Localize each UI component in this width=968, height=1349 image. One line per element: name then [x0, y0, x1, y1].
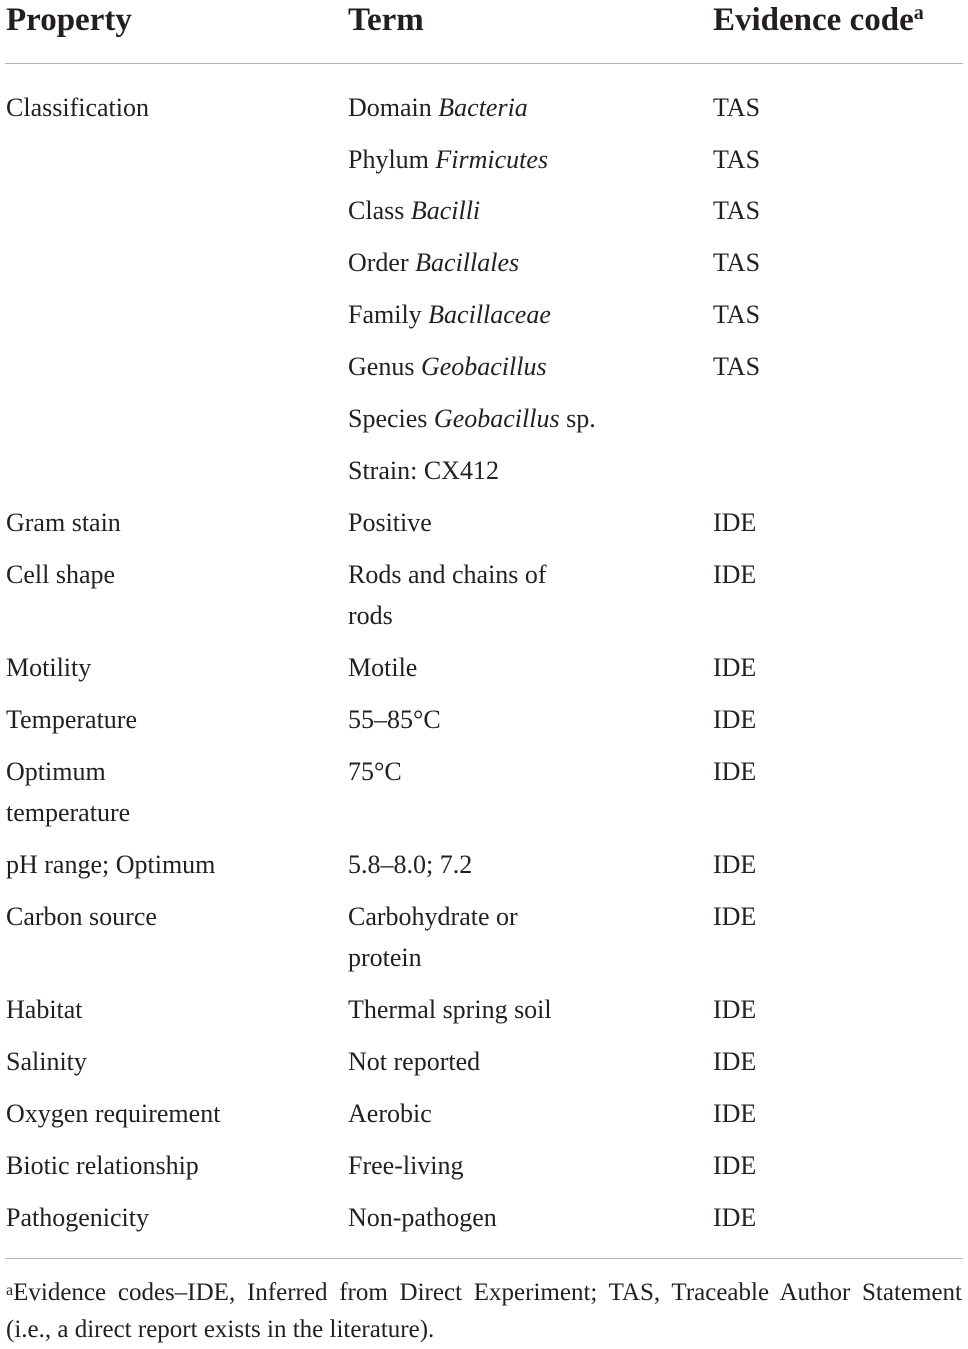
term-italic: Bacteria — [438, 93, 528, 122]
row-evidence-code: TAS — [713, 196, 761, 225]
row-term: Carbohydrate or protein — [348, 902, 518, 972]
row-property: Oxygen requirement — [6, 1099, 221, 1128]
row-property: Optimum temperature — [6, 757, 131, 827]
row-evidence-code: TAS — [713, 93, 761, 122]
row-property: Cell shape — [6, 560, 116, 589]
row-property: Biotic relationship — [6, 1151, 199, 1180]
row-evidence-code: IDE — [713, 508, 757, 537]
table-footnote — [6, 1274, 962, 1348]
row-term: Not reported — [348, 1047, 481, 1076]
row-term — [348, 242, 588, 283]
term-prefix: Phylum — [348, 145, 436, 174]
row-property: Pathogenicity — [6, 1203, 149, 1232]
row-term: Thermal spring soil — [348, 995, 552, 1024]
row-property: Classification — [6, 93, 149, 122]
row-evidence-code: IDE — [713, 560, 757, 589]
term-italic: Geobacillus — [420, 352, 547, 381]
row-term — [348, 450, 588, 491]
row-term — [348, 346, 588, 387]
term-italic: Firmicutes — [435, 145, 549, 174]
row-term: Positive — [348, 508, 432, 537]
term-italic: Bacilli — [410, 196, 481, 225]
row-property: Gram stain — [6, 508, 121, 537]
header-evidence-footnote-marker: a — [913, 2, 924, 24]
row-evidence-code: IDE — [713, 705, 757, 734]
header-evidence-label: Evidence code — [713, 2, 914, 38]
row-evidence-code: IDE — [713, 1151, 757, 1180]
row-property: Motility — [6, 653, 92, 682]
row-evidence-code: IDE — [713, 653, 757, 682]
row-evidence-code: TAS — [713, 300, 761, 329]
term-prefix: Genus — [348, 352, 421, 381]
row-evidence-code: IDE — [713, 1047, 757, 1076]
row-term: Non-pathogen — [348, 1203, 497, 1232]
term-prefix: Domain — [348, 93, 439, 122]
row-evidence-code: IDE — [713, 757, 757, 786]
row-property: pH range; Optimum — [6, 850, 216, 879]
table-header — [0, 0, 968, 44]
header-rule — [5, 63, 963, 64]
term-prefix: Species — [348, 404, 434, 433]
term-prefix: Strain: CX412 — [348, 456, 499, 485]
row-evidence-code: IDE — [713, 1203, 757, 1232]
row-evidence-code: IDE — [713, 1099, 757, 1128]
row-term — [348, 87, 588, 128]
row-property: Salinity — [6, 1047, 87, 1076]
row-evidence-code: IDE — [713, 902, 757, 931]
row-term: Rods and chains of rods — [348, 560, 547, 630]
row-term — [348, 398, 678, 439]
row-term: Motile — [348, 653, 418, 682]
row-evidence-code: TAS — [713, 248, 761, 277]
row-evidence-code: IDE — [713, 995, 757, 1024]
footnote-marker: a — [6, 1282, 14, 1299]
header-term: Term — [348, 2, 424, 38]
term-prefix: Order — [348, 248, 416, 277]
row-term — [348, 294, 588, 335]
row-evidence-code: IDE — [713, 850, 757, 879]
row-term — [348, 190, 588, 231]
term-italic: Bacillales — [415, 248, 520, 277]
term-prefix: Family — [348, 300, 429, 329]
header-property: Property — [6, 2, 132, 38]
row-term: 75°C — [348, 757, 402, 786]
term-italic: Geobacillus — [433, 404, 560, 433]
term-prefix: Class — [348, 196, 411, 225]
row-term: Free-living — [348, 1151, 464, 1180]
term-suffix: sp. — [559, 404, 596, 433]
footnote-text: Evidence codes–IDE, Inferred from Direct Experiment; TAS, Traceable Author Statement (i.e., a direct report exists in the literature). — [6, 1279, 962, 1343]
row-evidence-code: TAS — [713, 352, 761, 381]
row-property: Habitat — [6, 995, 83, 1024]
header-evidence-code — [713, 2, 968, 39]
row-property: Carbon source — [6, 902, 157, 931]
row-term: 55–85°C — [348, 705, 441, 734]
footer-rule — [5, 1258, 963, 1259]
row-term: Aerobic — [348, 1099, 432, 1128]
term-italic: Bacillaceae — [428, 300, 551, 329]
row-term — [348, 139, 588, 180]
row-property: Temperature — [6, 705, 137, 734]
row-evidence-code: TAS — [713, 145, 761, 174]
row-term: 5.8–8.0; 7.2 — [348, 850, 473, 879]
